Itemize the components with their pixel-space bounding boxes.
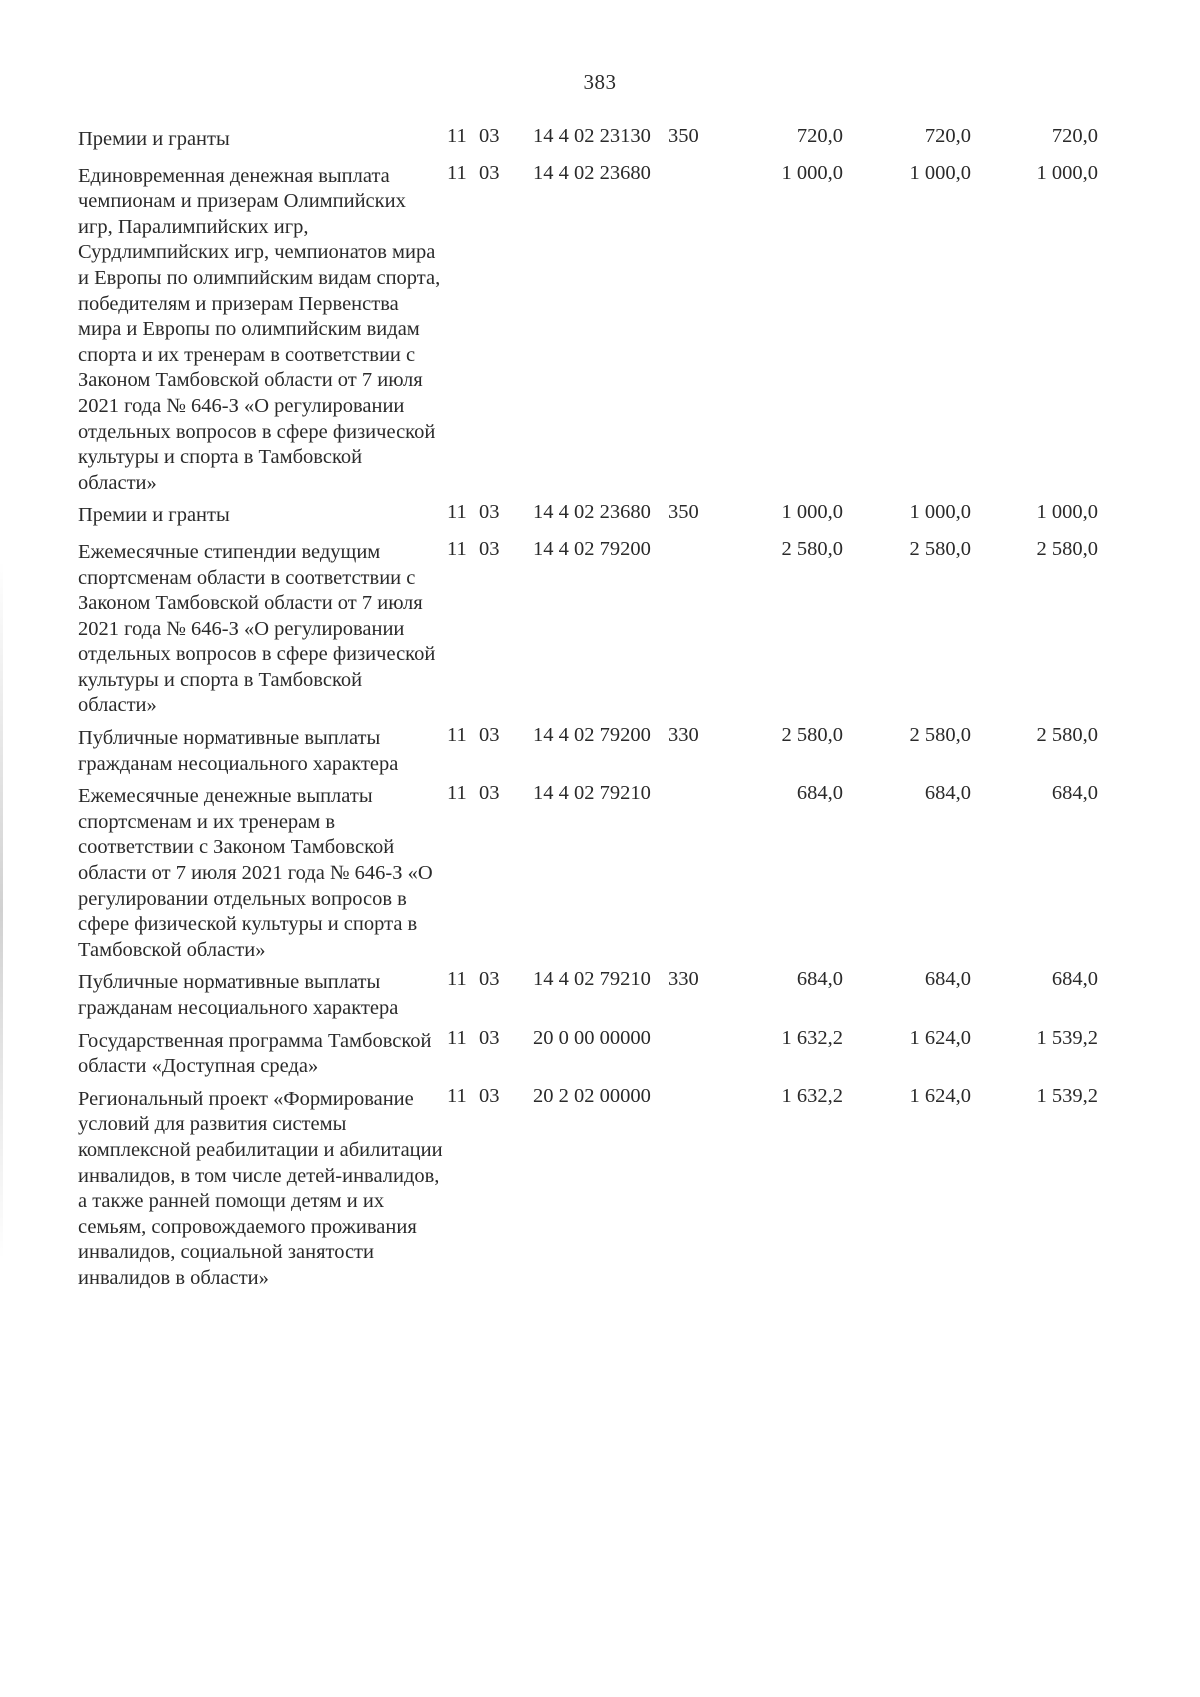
row-description: Публичные нормативные выплаты гражданам несоциального характера xyxy=(78,727,399,775)
row-description: Публичные нормативные выплаты гражданам несоциального характера xyxy=(78,971,399,1019)
row-target-article-code: 14 4 02 79210 xyxy=(533,968,651,991)
row-section-code: 11 xyxy=(447,125,467,147)
row-target-article-code: 14 4 02 79200 xyxy=(533,537,651,560)
row-expense-type-code: 330 xyxy=(668,968,699,991)
row-amount-year-2: 720,0 xyxy=(924,125,971,147)
row-section-code: 11 xyxy=(447,501,467,524)
row-amount-year-3: 1 539,2 xyxy=(1036,1084,1098,1107)
row-description: Государственная программа Тамбовской области «Доступная среда» xyxy=(78,1029,432,1078)
row-amount-year-1: 2 580,0 xyxy=(781,724,843,747)
row-amount-year-1: 2 580,0 xyxy=(781,537,843,560)
table-row xyxy=(78,967,1168,1021)
row-amount-year-3: 2 580,0 xyxy=(1036,724,1098,747)
row-subsection-code: 03 xyxy=(479,125,500,147)
table-row xyxy=(78,1084,1168,1292)
table-row xyxy=(78,161,1168,497)
row-description: Премии и гранты xyxy=(78,504,230,527)
row-amount-year-3: 1 000,0 xyxy=(1036,161,1098,184)
row-amount-year-3: 1 000,0 xyxy=(1036,501,1098,524)
row-amount-year-1: 1 632,2 xyxy=(781,1084,843,1107)
row-section-code: 11 xyxy=(447,724,467,747)
row-amount-year-3: 1 539,2 xyxy=(1036,1026,1098,1049)
row-amount-year-2: 2 580,0 xyxy=(909,537,971,560)
row-amount-year-1: 1 632,2 xyxy=(781,1026,843,1049)
row-amount-year-3: 684,0 xyxy=(1051,782,1098,805)
row-description: Ежемесячные стипендии ведущим спортсменам области в соответствии с Законом Тамбовской области от 7 июля 2021 года № 646-З «О регулировании отдельных вопросов в сфере физической культуры и спорта в Тамбовской области» xyxy=(78,540,436,717)
row-amount-year-1: 1 000,0 xyxy=(781,501,843,524)
row-subsection-code: 03 xyxy=(479,1026,500,1049)
row-section-code: 11 xyxy=(447,1026,467,1049)
table-row xyxy=(78,537,1168,719)
table-row xyxy=(78,723,1168,777)
row-target-article-code: 14 4 02 23130 xyxy=(533,125,651,147)
row-section-code: 11 xyxy=(447,968,467,991)
row-expense-type-code: 330 xyxy=(668,724,699,747)
row-section-code: 11 xyxy=(447,161,467,184)
row-target-article-code: 20 0 00 00000 xyxy=(533,1026,651,1049)
row-amount-year-2: 1 000,0 xyxy=(909,161,971,184)
row-subsection-code: 03 xyxy=(479,161,500,184)
row-amount-year-1: 1 000,0 xyxy=(781,161,843,184)
row-amount-year-2: 2 580,0 xyxy=(909,724,971,747)
row-amount-year-1: 720,0 xyxy=(796,125,843,147)
row-target-article-code: 14 4 02 23680 xyxy=(533,501,651,524)
page-number: 383 xyxy=(583,70,617,94)
row-amount-year-2: 1 000,0 xyxy=(909,501,971,524)
row-subsection-code: 03 xyxy=(479,1084,500,1107)
row-target-article-code: 14 4 02 79210 xyxy=(533,782,651,805)
row-target-article-code: 14 4 02 79200 xyxy=(533,724,651,747)
row-subsection-code: 03 xyxy=(479,724,500,747)
row-amount-year-2: 1 624,0 xyxy=(909,1084,971,1107)
row-description: Ежемесячные денежные выплаты спортсменам и их тренерам в соответствии с Законом Тамбовской области от 7 июля 2021 года № 646-З «О регулировании отдельных вопросов в сфере физической культуры и спорта в Тамбовской области» xyxy=(78,785,433,961)
scan-edge-shadow xyxy=(0,560,3,1260)
table-row xyxy=(78,124,1168,153)
row-amount-year-3: 720,0 xyxy=(1051,125,1098,147)
row-section-code: 11 xyxy=(447,782,467,805)
row-amount-year-3: 2 580,0 xyxy=(1036,537,1098,560)
row-expense-type-code: 350 xyxy=(668,501,699,524)
row-amount-year-1: 684,0 xyxy=(796,968,843,991)
row-target-article-code: 14 4 02 23680 xyxy=(533,161,651,184)
row-target-article-code: 20 2 02 00000 xyxy=(533,1084,651,1107)
row-description: Премии и гранты xyxy=(78,128,230,150)
row-amount-year-2: 684,0 xyxy=(924,782,971,805)
row-subsection-code: 03 xyxy=(479,501,500,524)
row-subsection-code: 03 xyxy=(479,968,500,991)
row-description: Единовременная денежная выплата чемпионам и призерам Олимпийских игр, Паралимпийских игр, Сурдлимпийских игр, чемпионатов мира и Европы по олимпийским видам спорта, победителям и призерам Первенства мира и Европы по олимпийским видам спорта и их тренерам в соответствии с Законом Тамбовской области от 7 июля 2021 года № 646-З «О регулировании отдельных вопросов в сфере физической культуры и спорта в Тамбовской области» xyxy=(78,164,441,494)
row-amount-year-3: 684,0 xyxy=(1051,968,1098,991)
row-section-code: 11 xyxy=(447,537,467,560)
row-amount-year-2: 1 624,0 xyxy=(909,1026,971,1049)
table-row xyxy=(78,500,1168,529)
row-description: Региональный проект «Формирование условий для развития системы комплексной реабилитации и абилитации инвалидов, в том числе детей-инвалидов, а также ранней помощи детям и их семьям, сопровождаемого проживания инвалидов, социальной занятости инвалидов в области» xyxy=(78,1087,443,1289)
row-subsection-code: 03 xyxy=(479,782,500,805)
table-row xyxy=(78,1026,1168,1080)
row-subsection-code: 03 xyxy=(479,537,500,560)
row-expense-type-code: 350 xyxy=(668,125,699,147)
table-row xyxy=(78,781,1168,963)
row-amount-year-2: 684,0 xyxy=(924,968,971,991)
budget-table xyxy=(78,124,1168,1296)
row-amount-year-1: 684,0 xyxy=(796,782,843,805)
row-section-code: 11 xyxy=(447,1084,467,1107)
